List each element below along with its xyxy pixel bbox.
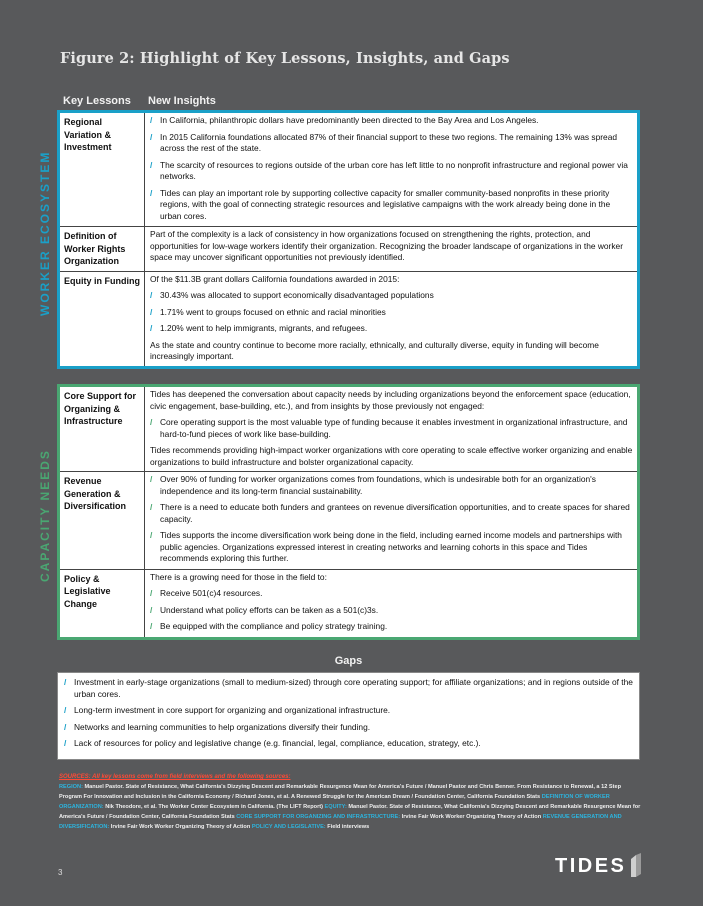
- source-category: REGION:: [59, 784, 85, 790]
- insight-bullet: [150, 605, 633, 617]
- insight-cell: [145, 570, 637, 637]
- source-citation: Irvine Fair Work Worker Organizing Theory of Action: [401, 814, 543, 820]
- gap-item-text: Long-term investment in core support for organizing and organizational infrastructure.: [74, 705, 391, 715]
- capacity-needs-section: [57, 384, 640, 640]
- source-citation: Manuel Pastor. State of Resistance, What California's Dizzying Descent and Remarkable Resurgence Mean for America's Future / Manuel Pastor and Chris Benner. From Resistance to Renewal, a 12 Step Program For Innovation and Inclusion in the California Economy / Richard Jones, et al. A Renewed Struggle for the American Dream / Foundation Center, California Foundation Stats: [59, 784, 621, 800]
- page-number: 3: [58, 868, 63, 877]
- logo-text: TIDES: [555, 854, 627, 877]
- sources-heading: SOURCES: All key lessons come from field interviews and the following sources:: [59, 774, 291, 780]
- source-citation: Nik Theodore, et al. The Worker Center Ecosystem in California. (The LIFT Report): [105, 804, 325, 810]
- slash-bullet-icon: /: [150, 131, 153, 142]
- insight-bullet: [150, 417, 633, 440]
- key-lesson-label: Core Support for Organizing & Infrastructure: [60, 387, 145, 471]
- gap-item: [64, 722, 633, 734]
- insight-bullet-text: In 2015 California foundations allocated 87% of their financial support to these two regions. The remaining 13% was spread across the rest of the state.: [160, 131, 618, 153]
- source-category: DEFINITION OF WORKER ORGANIZATION:: [59, 794, 610, 810]
- slash-bullet-icon: /: [150, 159, 153, 170]
- slash-bullet-icon: /: [150, 306, 153, 317]
- slash-bullet-icon: /: [150, 502, 153, 512]
- gap-item: [64, 738, 633, 750]
- tides-logo-mark-icon: [629, 853, 643, 879]
- lesson-row: [60, 471, 637, 569]
- insight-bullet: [150, 307, 633, 319]
- key-lessons-header: Key Lessons: [63, 95, 131, 107]
- insight-cell: [145, 272, 637, 366]
- insight-bullet-text: Be equipped with the compliance and policy strategy training.: [160, 621, 388, 631]
- gap-item-text: Investment in early-stage organizations (small to medium-sized) through core operating support; for affiliate organizations; and in regions outside of the urban cores.: [74, 677, 633, 699]
- insight-bullet-text: In California, philanthropic dollars have predominantly been directed to the Bay Area and Los Angeles.: [160, 115, 539, 125]
- tides-logo: [555, 853, 643, 879]
- source-citation: Manuel Pastor. State of Resistance, What California's Dizzying Descent and Remarkable Resurgence Mean for America's Future / Foundation Center, California Foundation Stats: [59, 804, 641, 820]
- slash-bullet-icon: /: [150, 323, 153, 333]
- insight-bullet: [150, 323, 633, 335]
- insight-bullet: [150, 588, 633, 600]
- gap-item: [64, 705, 633, 717]
- lesson-row: [60, 271, 637, 366]
- slash-bullet-icon: /: [150, 187, 153, 198]
- slash-bullet-icon: /: [64, 738, 67, 748]
- key-lesson-label: Revenue Generation & Diversification: [60, 472, 145, 569]
- insight-paragraph: Part of the complexity is a lack of consistency in how organizations focused on strengthening the rights, protection, and opportunities for low-wage workers identify their organization. Recognizing the broader landscape of organizations in the worker space may uncover significant opportunities not previously identified.: [150, 229, 623, 262]
- slash-bullet-icon: /: [150, 417, 153, 427]
- insight-bullet: [150, 290, 633, 302]
- slash-bullet-icon: /: [64, 677, 67, 687]
- slash-bullet-icon: /: [64, 705, 67, 715]
- source-citation: Field interviews: [327, 824, 370, 830]
- insight-paragraph: Tides has deepened the conversation about capacity needs by including organizations beyond the enforcement space (education, civic engagement, base-building, etc.), and from insights by those previously not engaged:: [150, 389, 631, 411]
- slash-bullet-icon: /: [150, 604, 153, 615]
- insight-paragraph: As the state and country continue to become more racially, ethnically, and culturally diverse, equity in funding will become increasingly important.: [150, 339, 599, 361]
- source-citation: Irvine Fair Work Worker Organizing Theory of Action: [110, 824, 252, 830]
- worker-ecosystem-label: WORKER ECOSYSTEM: [38, 150, 52, 316]
- gaps-box: [57, 672, 640, 760]
- lesson-row: [60, 113, 637, 226]
- insight-cell: [145, 113, 637, 226]
- insight-bullet: [150, 474, 633, 497]
- insight-paragraph: Tides recommends providing high-impact worker organizations with core operating to scale effective worker organizing and enable organizations to build infrastructure and bolster organizational capacity.: [150, 445, 633, 467]
- gap-item-text: Networks and learning communities to help organizations diversify their funding.: [74, 721, 371, 732]
- insight-bullet: [150, 115, 633, 127]
- insight-paragraph: There is a growing need for those in the field to:: [150, 571, 327, 582]
- source-category: REVENUE GENERATION AND DIVERSIFICATION:: [59, 814, 622, 830]
- gap-item: [64, 677, 633, 700]
- slash-bullet-icon: /: [150, 588, 153, 598]
- key-lesson-label: Policy & Legislative Change: [60, 570, 145, 637]
- gaps-title: Gaps: [334, 655, 363, 667]
- insight-bullet-text: Core operating support is the most valuable type of funding because it enables investment in organizational infrastructure, and hard-to-fund pieces of work like base-building.: [160, 417, 628, 439]
- insight-paragraph: Of the $11.3B grant dollars California foundations awarded in 2015:: [150, 273, 400, 284]
- capacity-needs-label: CAPACITY NEEDS: [38, 449, 52, 582]
- insight-bullet-text: Receive 501(c)4 resources.: [160, 588, 263, 598]
- source-category: POLICY AND LEGISLATIVE:: [251, 824, 328, 830]
- slash-bullet-icon: /: [150, 115, 153, 125]
- insight-bullet: [150, 530, 633, 565]
- insight-bullet: [150, 132, 633, 155]
- insight-bullet: [150, 160, 633, 183]
- key-lesson-label: Definition of Worker Rights Organization: [60, 227, 145, 271]
- insight-bullet: [150, 502, 633, 525]
- insight-cell: [145, 472, 637, 569]
- slash-bullet-icon: /: [150, 530, 153, 540]
- insight-bullet-text: There is a need to educate both funders and grantees on revenue diversification opportunities, and to create spaces for shared capacity.: [160, 502, 630, 524]
- figure-title: Figure 2: Highlight of Key Lessons, Insights, and Gaps: [60, 50, 510, 67]
- insight-bullet: [150, 188, 633, 223]
- slash-bullet-icon: /: [150, 621, 153, 631]
- source-category: CORE SUPPORT FOR ORGANIZING AND INFRASTRUCTURE:: [236, 814, 402, 820]
- insight-bullet-text: Understand what policy efforts can be taken as a 501(c)3s.: [160, 604, 379, 615]
- insight-cell: [145, 227, 637, 271]
- slash-bullet-icon: /: [150, 290, 153, 300]
- insight-bullet-text: Tides can play an important role by supporting collective capacity for smaller community-based nonprofits in these priority regions, with the goal of connecting strategic resources and legislative campaigns with the work already being done in the urban cores.: [160, 187, 611, 221]
- key-lesson-label: Equity in Funding: [60, 272, 145, 366]
- lesson-row: [60, 226, 637, 271]
- insight-cell: [145, 387, 637, 471]
- insight-bullet-text: Tides supports the income diversification work being done in the field, including earned income models and partnerships with public agencies. Organizations expressed interest in creating networks and learning cohorts in this space and Tides recommends exploring this further.: [160, 530, 622, 563]
- slash-bullet-icon: /: [64, 721, 67, 732]
- insight-bullet: [150, 621, 633, 633]
- sources-body: [59, 782, 643, 832]
- lesson-row: [60, 569, 637, 637]
- insight-bullet-text: 1.71% went to groups focused on ethnic and racial minorities: [160, 306, 386, 317]
- insight-bullet-text: Over 90% of funding for worker organizations comes from foundations, which is undesirable both for an organization's independence and its long-term financial sustainability.: [160, 474, 596, 496]
- source-category: EQUITY:: [324, 804, 349, 810]
- insight-bullet-text: The scarcity of resources to regions outside of the urban core has left little to no nonprofit infrastructure and regional power via networks.: [160, 159, 628, 181]
- worker-ecosystem-section: [57, 110, 640, 369]
- new-insights-header: New Insights: [148, 95, 216, 107]
- insight-bullet-text: 30.43% was allocated to support economically disadvantaged populations: [160, 290, 434, 300]
- slash-bullet-icon: /: [150, 474, 153, 484]
- sources-note: [59, 772, 643, 832]
- insight-bullet-text: 1.20% went to help immigrants, migrants, and refugees.: [160, 323, 368, 333]
- gap-item-text: Lack of resources for policy and legislative change (e.g. financial, legal, compliance, education, strategy, etc.).: [74, 738, 481, 748]
- lesson-row: [60, 387, 637, 471]
- key-lesson-label: Regional Variation & Investment: [60, 113, 145, 226]
